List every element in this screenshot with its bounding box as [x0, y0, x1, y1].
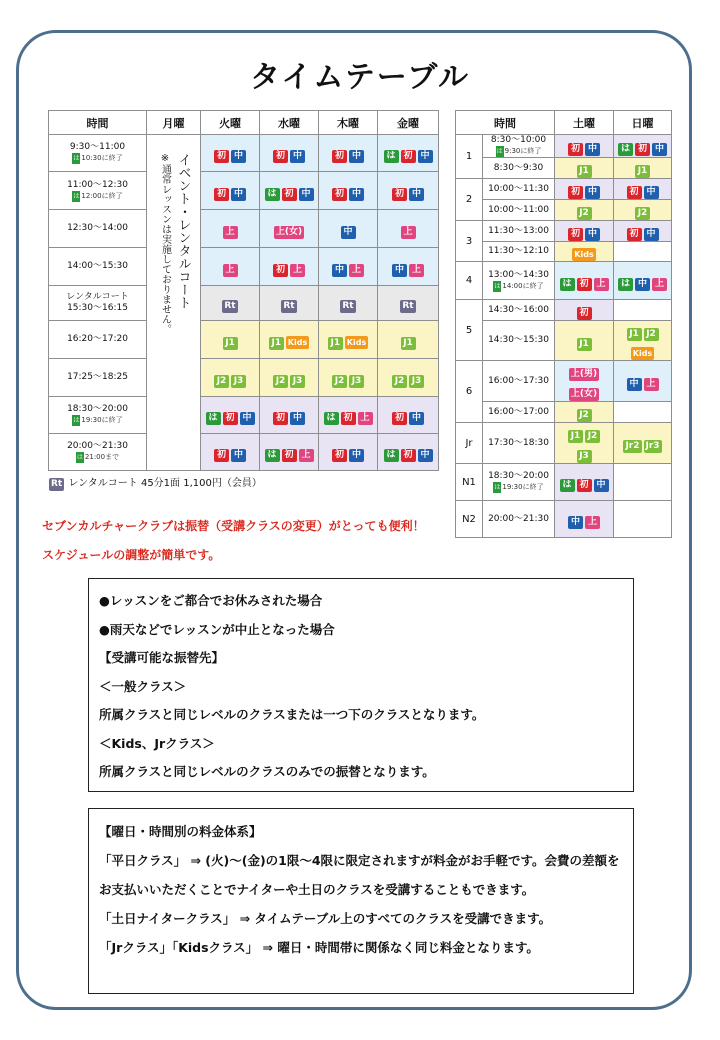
table-cell [201, 210, 260, 248]
class-badge: 上 [594, 278, 609, 291]
table-row [49, 397, 439, 434]
table-cell [378, 135, 439, 172]
class-badge: 上 [290, 264, 305, 277]
class-badge: 初 [282, 449, 297, 462]
class-badge: J3 [290, 375, 305, 388]
class-badge: は [384, 449, 399, 462]
class-badge: 初 [392, 188, 407, 201]
table-cell: 9:30〜11:00 は 10:30に終了 [49, 135, 147, 172]
table-cell [260, 286, 319, 321]
class-badge: 中 [290, 412, 305, 425]
class-badge: 中 [231, 150, 246, 163]
box1-line: ●雨天などでレッスンが中止となった場合 [99, 621, 335, 637]
class-badge: 上 [585, 516, 600, 529]
class-badge: 初 [568, 186, 583, 199]
table-row [49, 172, 439, 210]
table-cell [614, 402, 672, 423]
class-badge: J1 [577, 338, 592, 351]
table-row [456, 423, 672, 464]
class-badge: 初 [332, 449, 347, 462]
class-badge: は [206, 412, 221, 425]
class-badge: は [265, 449, 280, 462]
table-cell: 12:30〜14:00 [49, 210, 147, 248]
class-badge: 上 [652, 278, 667, 291]
class-badge: Jr2 [625, 441, 640, 451]
class-badge: 初 [341, 412, 356, 425]
class-badge: は [618, 143, 633, 156]
legend-text: レンタルコート 45分1面 1,100円（会員） [68, 478, 262, 489]
header-time: 時間 [456, 111, 555, 135]
class-badge: 中 [299, 188, 314, 201]
monday-event-cell [147, 135, 201, 471]
table-cell: 6 [456, 361, 483, 423]
class-badge: J3 [349, 375, 364, 388]
class-badge: J2 [392, 375, 407, 388]
table-cell: 11:30〜12:10 [483, 242, 555, 262]
table-row [49, 359, 439, 397]
table-cell [378, 172, 439, 210]
table-cell: 14:30〜15:30 [483, 321, 555, 361]
table-cell: 16:00〜17:00 [483, 402, 555, 423]
table-cell: 2 [456, 179, 483, 221]
table-cell: 8:30〜9:30 [483, 158, 555, 179]
table-cell [260, 135, 319, 172]
class-badge: 上 [223, 226, 238, 239]
table-cell [555, 300, 614, 321]
class-badge: J1 [269, 337, 284, 350]
class-badge: Rt [224, 301, 236, 311]
table-cell [555, 501, 614, 538]
table-cell [614, 158, 672, 179]
class-badge: 中 [418, 449, 433, 462]
table-cell [201, 286, 260, 321]
class-badge: 上 [401, 226, 416, 239]
table-cell: 14:00〜15:30 [49, 248, 147, 286]
class-badge: J2 [635, 207, 650, 220]
table-cell: 20:00〜21:30 は 21:00まで [49, 434, 147, 471]
class-badge: 中 [409, 412, 424, 425]
class-badge: J1 [568, 430, 583, 443]
table-cell [614, 200, 672, 221]
class-badge: J1 [635, 165, 650, 178]
class-badge: 上 [358, 412, 373, 425]
class-badge: J3 [231, 375, 246, 388]
class-badge: Rt [402, 301, 414, 311]
class-badge: 中 [231, 188, 246, 201]
header-sat: 土曜 [555, 111, 614, 135]
class-badge: は [560, 278, 575, 291]
promo-line-1: セブンカルチャークラブは振替（受講クラスの変更）がとっても便利！ [42, 519, 425, 533]
class-badge: J2 [332, 375, 347, 388]
class-badge: 上(女) [570, 389, 598, 399]
header-wed: 水曜 [260, 111, 319, 135]
class-badge: 初 [273, 264, 288, 277]
table-cell [555, 242, 614, 262]
table-cell [614, 300, 672, 321]
table-cell: 17:25〜18:25 [49, 359, 147, 397]
header-time: 時間 [49, 111, 147, 135]
class-badge: J1 [223, 337, 238, 350]
class-badge: 初 [401, 449, 416, 462]
class-badge: 中 [341, 226, 356, 239]
table-cell [319, 172, 378, 210]
header-thu: 木曜 [319, 111, 378, 135]
table-cell [614, 262, 672, 300]
class-badge: 初 [332, 188, 347, 201]
time-label: 9:30〜11:00 [69, 142, 126, 152]
table-cell [260, 210, 319, 248]
class-badge: 上 [644, 378, 659, 391]
box1-line: 【受講可能な振替先】 [99, 650, 225, 665]
table-cell [319, 397, 378, 434]
class-badge: 初 [401, 150, 416, 163]
table-cell [319, 248, 378, 286]
class-badge: 上 [299, 449, 314, 462]
table-cell: 11:30〜13:00 [483, 221, 555, 242]
table-cell [555, 158, 614, 179]
class-badge: 初 [332, 150, 347, 163]
class-badge: 中 [585, 228, 600, 241]
class-badge: 初 [568, 228, 583, 241]
table-cell: 4 [456, 262, 483, 300]
table-row [456, 464, 672, 501]
table-row [456, 221, 672, 242]
table-cell [555, 135, 614, 158]
class-badge: は [560, 479, 575, 492]
table-cell [555, 464, 614, 501]
table-row [49, 210, 439, 248]
table-row [49, 286, 439, 321]
class-badge: 中 [568, 516, 583, 529]
class-badge: J1 [328, 337, 343, 350]
class-badge: 中 [627, 378, 642, 391]
class-badge: J2 [273, 375, 288, 388]
table-cell [201, 434, 260, 471]
class-badge: 初 [273, 150, 288, 163]
header-sun: 日曜 [614, 111, 672, 135]
table-cell [614, 464, 672, 501]
class-badge: 初 [568, 143, 583, 156]
class-badge: J2 [214, 375, 229, 388]
table-cell: N1 [456, 464, 483, 501]
class-badge: 初 [392, 412, 407, 425]
header-fri: 金曜 [378, 111, 439, 135]
table-cell: Jr [456, 423, 483, 464]
table-cell [378, 248, 439, 286]
table-cell [201, 248, 260, 286]
class-badge: Jr3 [645, 441, 660, 451]
table-cell [378, 397, 439, 434]
class-badge: は [324, 412, 339, 425]
class-badge: Kids [574, 250, 594, 259]
table-cell [555, 221, 614, 242]
table-row [456, 135, 672, 158]
table-cell [378, 434, 439, 471]
table-cell [555, 262, 614, 300]
table-row [456, 262, 672, 300]
table-cell: 1 [456, 135, 483, 179]
table-cell [319, 359, 378, 397]
class-badge: Kids [632, 349, 653, 358]
table-cell [614, 501, 672, 538]
rt-badge: Rt [51, 479, 63, 489]
class-badge: 中 [349, 188, 364, 201]
table-cell: 16:20〜17:20 [49, 321, 147, 359]
class-badge: 初 [282, 188, 297, 201]
table-cell: N2 [456, 501, 483, 538]
class-badge: 初 [214, 449, 229, 462]
box2-line: 「平日クラス」 ⇒ (火)〜(金)の1限〜4限に限定されますが料金がお手軽です。会費の差額をお支払いいただくことでナイターや土日のクラスを受講することもできます。 [99, 853, 620, 897]
class-badge: J3 [577, 450, 592, 463]
table-cell [614, 242, 672, 262]
transfer-info-box [88, 578, 634, 792]
class-badge: 初 [577, 479, 592, 492]
class-badge: は [384, 150, 399, 163]
table-cell: 14:30〜16:00 [483, 300, 555, 321]
class-badge: 上(女) [275, 226, 303, 237]
class-badge: 上 [409, 264, 424, 277]
table-cell [260, 248, 319, 286]
table-cell: 5 [456, 300, 483, 361]
class-badge: J1 [577, 165, 592, 178]
table-cell [614, 221, 672, 242]
table-cell: 18:30〜20:00 は 19:30に終了 [49, 397, 147, 434]
class-badge: 中 [644, 186, 659, 199]
class-badge: 初 [273, 412, 288, 425]
table-cell: 20:00〜21:30 [483, 501, 555, 538]
table-cell [201, 359, 260, 397]
box2-line: 「Jrクラス」「Kidsクラス」 ⇒ 曜日・時間帯に関係なく同じ料金となります。 [99, 940, 539, 955]
class-badge: J2 [577, 409, 592, 422]
table-cell [260, 359, 319, 397]
table-cell [201, 135, 260, 172]
class-badge: 中 [231, 449, 246, 462]
class-badge: 中 [332, 264, 347, 277]
class-badge: Rt [342, 301, 354, 311]
table-cell [260, 397, 319, 434]
class-badge: 中 [635, 278, 650, 291]
table-cell [555, 402, 614, 423]
class-badge: Kids [287, 337, 308, 347]
table-cell: 11:00〜12:30 は 12:00に終了 [49, 172, 147, 210]
class-badge: は [265, 188, 280, 201]
class-badge: 中 [594, 479, 609, 492]
box1-line: ＜Kids、Jrクラス＞ [99, 735, 215, 751]
header-tue: 火曜 [201, 111, 260, 135]
table-cell [555, 423, 614, 464]
class-badge: 初 [577, 307, 592, 320]
promo-line-2: スケジュールの調整が簡単です。 [42, 548, 221, 562]
box2-line: 【曜日・時間別の料金体系】 [99, 824, 262, 839]
header-mon: 月曜 [147, 111, 201, 135]
table-cell: 10:00〜11:30 [483, 179, 555, 200]
table-cell [319, 135, 378, 172]
box1-line: 所属クラスと同じレベルのクラスのみでの振替となります。 [99, 764, 435, 779]
class-badge: 中 [644, 228, 659, 241]
box2-line: 「土日ナイタークラス」 ⇒ タイムテーブル上のすべてのクラスを受講できます。 [99, 911, 552, 926]
table-cell [614, 321, 672, 361]
table-row [456, 300, 672, 321]
table-cell: 17:30〜18:30 [483, 423, 555, 464]
class-badge: 初 [635, 143, 650, 156]
class-badge: 初 [214, 188, 229, 201]
table-cell [319, 321, 378, 359]
table-cell: 13:00〜14:30 は 14:00に終了 [483, 262, 555, 300]
class-badge: 初 [223, 412, 238, 425]
class-badge: 初 [627, 228, 642, 241]
page-title: タイムテーブル [249, 60, 471, 95]
table-cell [555, 179, 614, 200]
table-cell: 8:30〜10:00 は 9:30に終了 [483, 135, 555, 158]
table-cell [378, 210, 439, 248]
table-cell [614, 135, 672, 158]
class-badge: J2 [577, 207, 592, 220]
table-cell [555, 321, 614, 361]
class-badge: 中 [418, 150, 433, 163]
table-row [49, 135, 439, 172]
class-badge: 中 [585, 186, 600, 199]
table-cell [260, 434, 319, 471]
class-badge: 初 [577, 278, 592, 291]
table-row [49, 248, 439, 286]
class-badge: 中 [290, 150, 305, 163]
class-badge: 初 [627, 186, 642, 199]
class-badge: Kids [346, 337, 367, 347]
pricing-info-box [88, 808, 634, 994]
table-row [456, 179, 672, 200]
table-row [49, 321, 439, 359]
table-cell [319, 210, 378, 248]
table-cell [378, 286, 439, 321]
class-badge: J1 [627, 328, 642, 341]
table-cell [201, 397, 260, 434]
class-badge: 中 [240, 412, 255, 425]
event-text: イベント・レンタルコート [175, 152, 191, 309]
class-badge: 中 [349, 150, 364, 163]
class-badge: 中 [392, 264, 407, 277]
class-badge: 初 [214, 150, 229, 163]
event-note: ※通常レッスンは実施しておりません。 [159, 152, 171, 334]
class-badge: J3 [409, 375, 424, 388]
table-cell [378, 359, 439, 397]
class-badge: J2 [644, 328, 659, 341]
table-cell: 18:30〜20:00 は 19:30に終了 [483, 464, 555, 501]
box1-line: ＜一般クラス＞ [99, 678, 187, 694]
class-badge: Rt [283, 301, 295, 311]
rental-legend [48, 474, 262, 491]
table-cell [614, 423, 672, 464]
table-cell [614, 361, 672, 402]
weekday-timetable [48, 110, 439, 471]
table-cell [260, 172, 319, 210]
table-row [456, 501, 672, 538]
class-badge: 中 [349, 449, 364, 462]
weekend-timetable [455, 110, 672, 538]
class-badge: 上 [223, 264, 238, 277]
class-badge: 上(男) [570, 369, 598, 379]
class-badge: J2 [585, 430, 600, 443]
box1-line: 所属クラスと同じレベルのクラスまたは一つ下のクラスとなります。 [99, 707, 485, 722]
table-cell: 10:00〜11:00 [483, 200, 555, 221]
class-badge: 中 [585, 143, 600, 156]
table-cell [319, 434, 378, 471]
class-badge: は [618, 278, 633, 291]
table-cell [614, 179, 672, 200]
table-cell [378, 321, 439, 359]
class-badge: J1 [401, 337, 416, 350]
table-cell [555, 200, 614, 221]
table-row [49, 434, 439, 471]
box1-line: ●レッスンをご都合でお休みされた場合 [99, 593, 323, 608]
table-cell [201, 321, 260, 359]
class-badge: 中 [652, 143, 667, 156]
table-row [456, 361, 672, 402]
table-cell: レンタルコート 15:30〜16:15 [49, 286, 147, 321]
table-cell [260, 321, 319, 359]
class-badge: 上 [349, 264, 364, 277]
class-badge: 中 [409, 188, 424, 201]
table-cell: 3 [456, 221, 483, 262]
table-cell [201, 172, 260, 210]
table-cell [319, 286, 378, 321]
table-cell [555, 361, 614, 402]
table-cell: 16:00〜17:30 [483, 361, 555, 402]
